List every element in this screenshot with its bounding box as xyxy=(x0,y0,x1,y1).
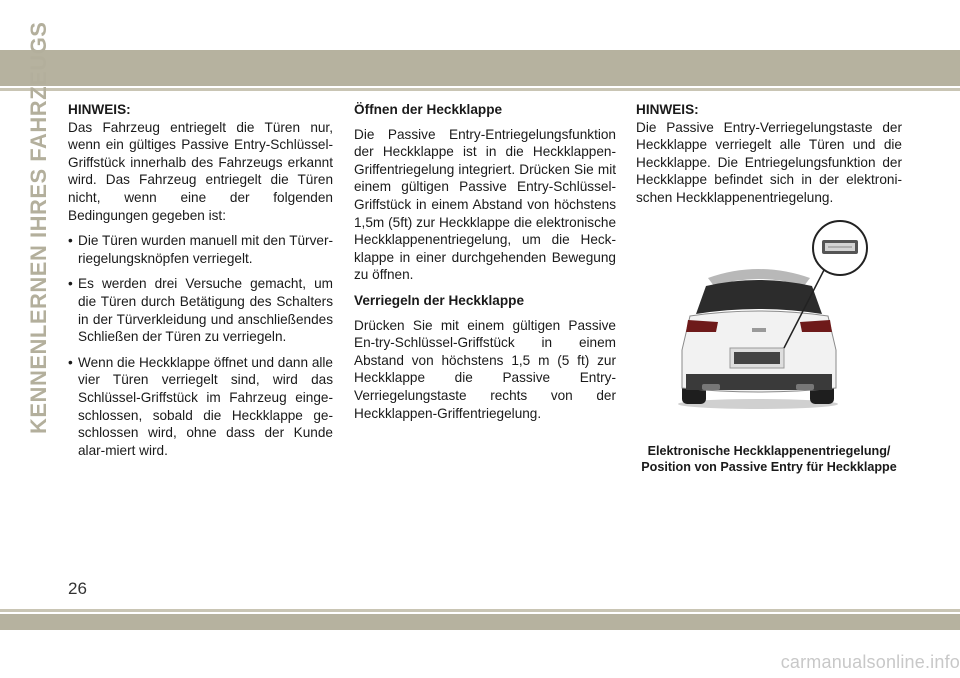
header-band xyxy=(0,50,960,86)
paragraph: Die Passive Entry-Entriegelungsfunktion der Heckklappe ist in die Heckklappen-Griffentriegelung integriert. Drücken Sie mit einem gültigen Passive Entry-Schlüssel-Griffstück in einem Abstand von höchstens 1,5m (5ft) zur Heckklappe die elektronische Heckklappenentriegelung, um die Heck-klappe in einer durchgehenden Bewegung zu öffnen. xyxy=(354,126,616,283)
column-left xyxy=(68,101,333,467)
section-heading: Öffnen der Heckklappe xyxy=(354,102,503,117)
paragraph: Drücken Sie mit einem gültigen Passive En-try-Schlüssel-Griffstück in einem Abstand von höchstens 1,5 m (5 ft) zur Heckklappe die Passive Entry-Verriegelungstaste rechts von der Heckklappen-Griffentriegelung. xyxy=(354,317,616,421)
footer-band xyxy=(0,614,960,630)
section-heading: Verriegeln der Heckklappe xyxy=(354,292,525,308)
note-label: HINWEIS: xyxy=(68,102,131,117)
figure-caption xyxy=(636,443,902,475)
page-number: 26 xyxy=(68,579,87,598)
tailgate-illustration xyxy=(672,220,872,410)
header-rule xyxy=(0,88,960,91)
caption-line: Position von Passive Entry für Heckklappe xyxy=(641,460,897,474)
bullet-item: • Wenn die Heckklappe öffnet und dann alle vier Türen verriegelt sind, wird das Schlüssel-Griffstück im Fahrzeug einge-schlossen, sobald die Heckklappe ge-schlossen wird, ohne dass der Kunde alar-miert wird. xyxy=(68,354,333,460)
caption-line: Elektronische Heckklappenentriegelung/ xyxy=(647,444,891,458)
footer-rule xyxy=(0,609,960,612)
bullet-item: • Es werden drei Versuche gemacht, um die Türen durch Betätigung des Schalters in der Türverkleidung und anschließendes Schließen der Türen zu verriegeln. xyxy=(68,275,333,345)
section-side-title: KENNENLERNEN IHRES FAHRZEUGS xyxy=(26,21,51,434)
watermark-text: carmanualsonline.info xyxy=(780,652,960,672)
column-middle xyxy=(354,101,616,430)
note-text: Die Passive Entry-Verriegelungstaste der Heckklappe verriegelt alle Türen und die Heckklappe. Die Entriegelungsfunktion der Heckklappe befindet sich in der elektroni-schen Heckklappenentriegelung. xyxy=(636,119,902,205)
column-right xyxy=(636,101,902,215)
note-text: Das Fahrzeug entriegelt die Türen nur, wenn ein gültiges Passive Entry-Schlüssel-Griffstück innerhalb des Fahrzeugs erkannt wird. Das Fahrzeug entriegelt die Türen nicht, wenn eine der folgenden Bedingungen gegeben ist: xyxy=(68,119,333,223)
bullet-item: • Die Türen wurden manuell mit den Türver-riegelungsknöpfen verriegelt. xyxy=(68,232,333,267)
note-label: HINWEIS: xyxy=(636,102,699,117)
